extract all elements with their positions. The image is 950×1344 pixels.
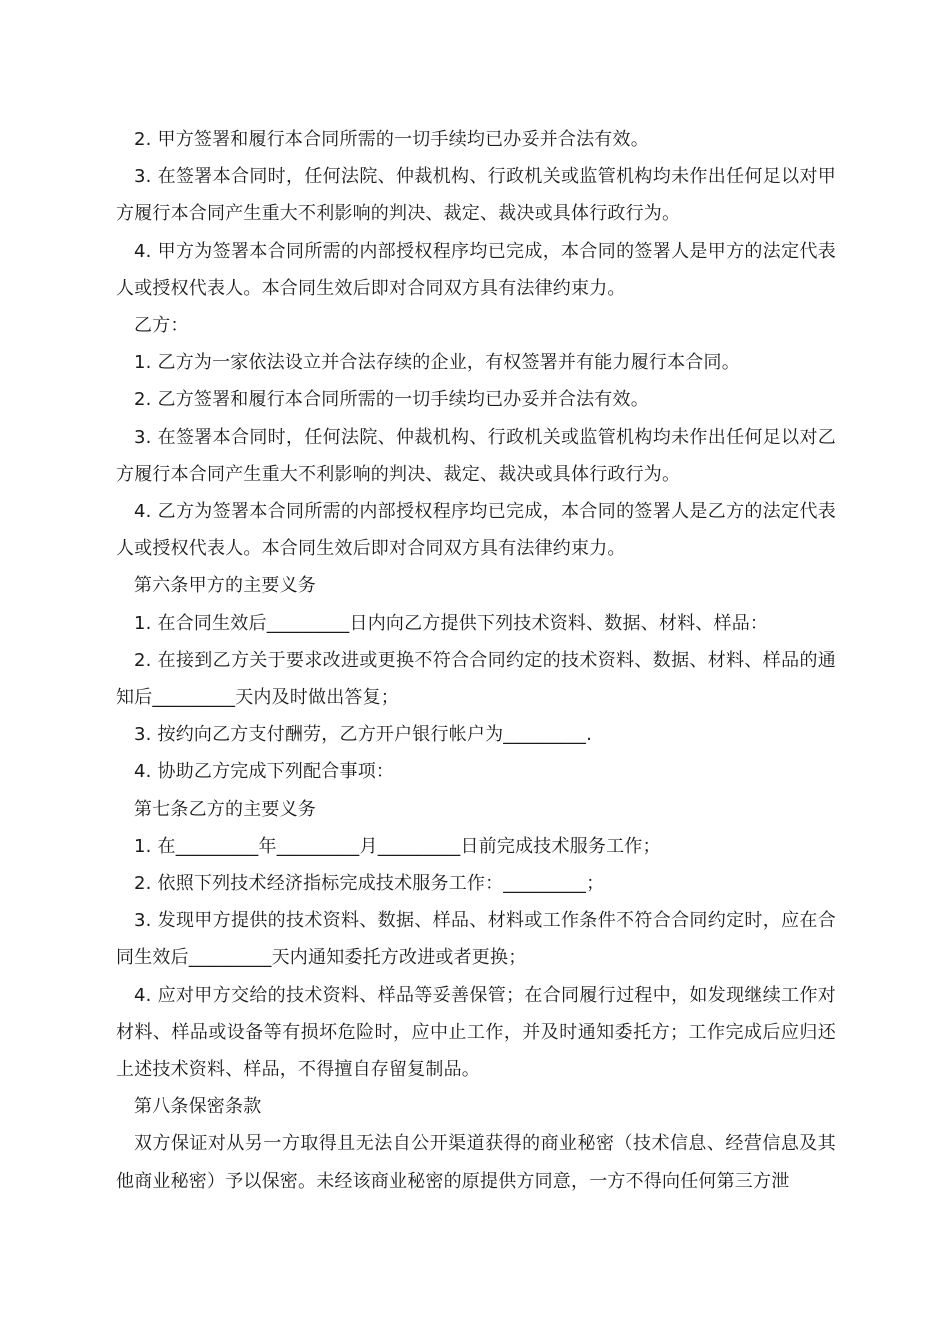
paragraph: 双方保证对从另一方取得且无法自公开渠道获得的商业秘密（技术信息、经营信息及其他商业秘密）予以保密。未经该商业秘密的原提供方同意，一方不得向任何第三方泄 [116, 1133, 836, 1192]
paragraph: 4. 乙方为签署本合同所需的内部授权程序均已完成，本合同的签署人是乙方的法定代表人或授权代表人。本合同生效后即对合同双方具有法律约束力。 [116, 501, 836, 560]
paragraph: 4. 甲方为签署本合同所需的内部授权程序均已完成，本合同的签署人是甲方的法定代表人或授权代表人。本合同生效后即对合同双方具有法律约束力。 [116, 240, 836, 299]
section-heading: 第八条保密条款 [134, 1096, 262, 1118]
paragraph: 2. 乙方签署和履行本合同所需的一切手续均已办妥并合法有效。 [134, 389, 649, 411]
paragraph: 4. 协助乙方完成下列配合事项： [134, 761, 395, 783]
section-heading: 第七条乙方的主要义务 [134, 798, 316, 820]
paragraph: 2. 依照下列技术经济指标完成技术服务工作：_________； [134, 873, 605, 895]
paragraph: 2. 在接到乙方关于要求改进或更换不符合合同约定的技术资料、数据、材料、样品的通知后_________天内及时做出答复； [116, 649, 836, 709]
section-heading: 第六条甲方的主要义务 [134, 575, 316, 597]
paragraph: 3. 发现甲方提供的技术资料、数据、样品、材料或工作条件不符合合同约定时，应在合同生效后_________天内通知委托方改进或者更换； [116, 910, 836, 969]
document-body [116, 121, 836, 1200]
paragraph: 3. 在签署本合同时，任何法院、仲裁机构、行政机关或监管机构均未作出任何足以对甲方履行本合同产生重大不利影响的判决、裁定、裁决或具体行政行为。 [116, 166, 836, 225]
paragraph: 3. 按约向乙方支付酬劳，乙方开户银行帐户为_________. [134, 724, 593, 746]
paragraph: 2. 甲方签署和履行本合同所需的一切手续均已办妥并合法有效。 [134, 129, 649, 150]
paragraph: 4. 应对甲方交给的技术资料、样品等妥善保管；在合同履行过程中，如发现继续工作对材料、样品或设备等有损坏危险时，应中止工作，并及时通知委托方；工作完成后应归还上述技术资料、样品，不得擅自存留复制品。 [116, 984, 836, 1081]
paragraph: 3. 在签署本合同时，任何法院、仲裁机构、行政机关或监管机构均未作出任何足以对乙方履行本合同产生重大不利影响的判决、裁定、裁决或具体行政行为。 [116, 426, 836, 485]
paragraph: 1. 在_________年_________月_________日前完成技术服务工作； [134, 835, 661, 857]
paragraph: 1. 在合同生效后_________日内向乙方提供下列技术资料、数据、材料、样品： [134, 612, 769, 634]
paragraph: 1. 乙方为一家依法设立并合法存续的企业，有权签署并有能力履行本合同。 [134, 352, 740, 374]
section-label: 乙方： [134, 315, 189, 337]
